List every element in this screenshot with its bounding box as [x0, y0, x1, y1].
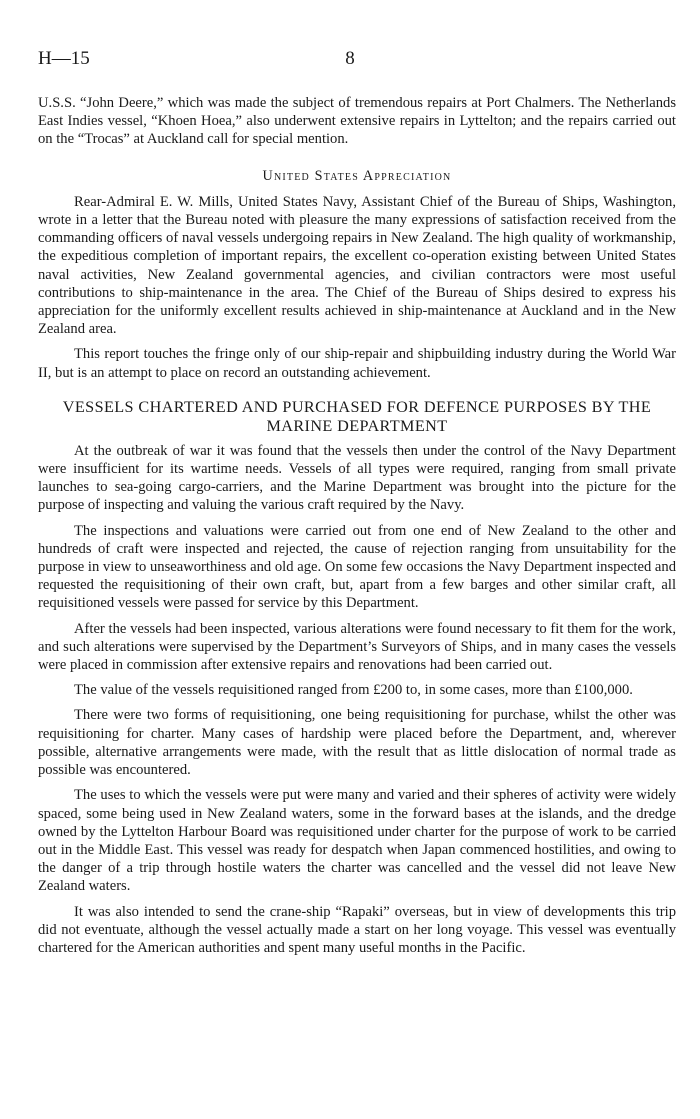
vessels-paragraph-1: At the outbreak of war it was found that the vessels then under the control of the Navy Department were insufficient for its wartime needs. Vessels of all types were required, ranging from small private launches to sea-going cargo-carriers, and the Marine Department was brought into the picture for the purpose of inspecting and valuing the various craft required by the Navy.	[38, 442, 676, 514]
page-body	[38, 94, 676, 964]
vessels-paragraph-4: The value of the vessels requisitioned ranged from £200 to, in some cases, more than £100,000.	[74, 682, 633, 699]
vessels-paragraph-2: The inspections and valuations were carried out from one end of New Zealand to the other and hundreds of craft were inspected and rejected, the cause of rejection ranging from unsuitability for the purpose in view to unseaworthiness and old age. On some few occasions the Navy Department inspected and requested the requisitioning of their own craft, but, apart from a few barges and other similar craft, all requisitioned vessels were passed for service by this Department.	[38, 522, 676, 612]
document-reference: H—15	[38, 48, 90, 69]
vessels-paragraph-6: The uses to which the vessels were put were many and varied and their spheres of activity were widely spaced, some being used in New Zealand waters, some in the forward bases at the islands, and the dredge owned by the Lyttelton Harbour Board was requisitioned under charter for the purpose of work to be carried out in the Middle East. This vessel was ready for despatch when Japan commenced hostilities, and owing to the danger of a trip through hostile waters the charter was cancelled and the vessel did not leave New Zealand waters.	[38, 787, 676, 895]
page-number: 8	[345, 48, 355, 69]
appreciation-paragraph-2: This report touches the fringe only of our ship-repair and shipbuilding industry during the World War II, but is an attempt to place on record an outstanding achievement.	[38, 346, 676, 381]
appreciation-heading: United States Appreciation	[262, 167, 452, 184]
vessels-paragraph-5: There were two forms of requisitioning, one being requisitioning for purchase, whilst the other was requisitioning for charter. Many cases of hardship were placed before the Department, and, wherever possible, alternative arrangements were made, with the result that as little dislocation of normal trade as possible was encountered.	[38, 707, 676, 779]
intro-paragraph: U.S.S. “John Deere,” which was made the subject of tremendous repairs at Port Chalmers. The Netherlands East Indies vessel, “Khoen Hoea,” also underwent extensive repairs in Lyttelton; and the repairs carried out on the “Trocas” at Auckland call for special mention.	[38, 95, 676, 148]
appreciation-paragraph-1: Rear-Admiral E. W. Mills, United States Navy, Assistant Chief of the Bureau of Ships, Washington, wrote in a letter that the Bureau noted with pleasure the many expressions of satisfaction received from the commanding officers of naval vessels undergoing repairs in New Zealand. The high quality of workmanship, the expeditious completion of important repairs, the excellent co-operation existing between United States naval activities, New Zealand governmental agencies, and civilian contractors were most useful contributions to ship-maintenance in the area. The Chief of the Bureau of Ships desired to express his appreciation for the uniformly excellent results achieved in ship-maintenance at Auckland and in the New Zealand area.	[38, 193, 676, 338]
vessels-section-heading: VESSELS CHARTERED AND PURCHASED FOR DEFENCE PURPOSES BY THE MARINE DEPARTMENT	[62, 397, 652, 435]
vessels-paragraph-7: It was also intended to send the crane-ship “Rapaki” overseas, but in view of developments this trip did not eventuate, although the vessel actually made a start on her long voyage. This vessel was eventually chartered for the American authorities and spent many useful months in the Pacific.	[38, 903, 676, 956]
page-header	[38, 48, 662, 72]
vessels-paragraph-3: After the vessels had been inspected, various alterations were found necessary to fit them for the work, and such alterations were supervised by the Department’s Surveyors of Ships, and in many cases the vessels were placed in commission after extensive repairs and renovations had been carried out.	[38, 620, 676, 674]
